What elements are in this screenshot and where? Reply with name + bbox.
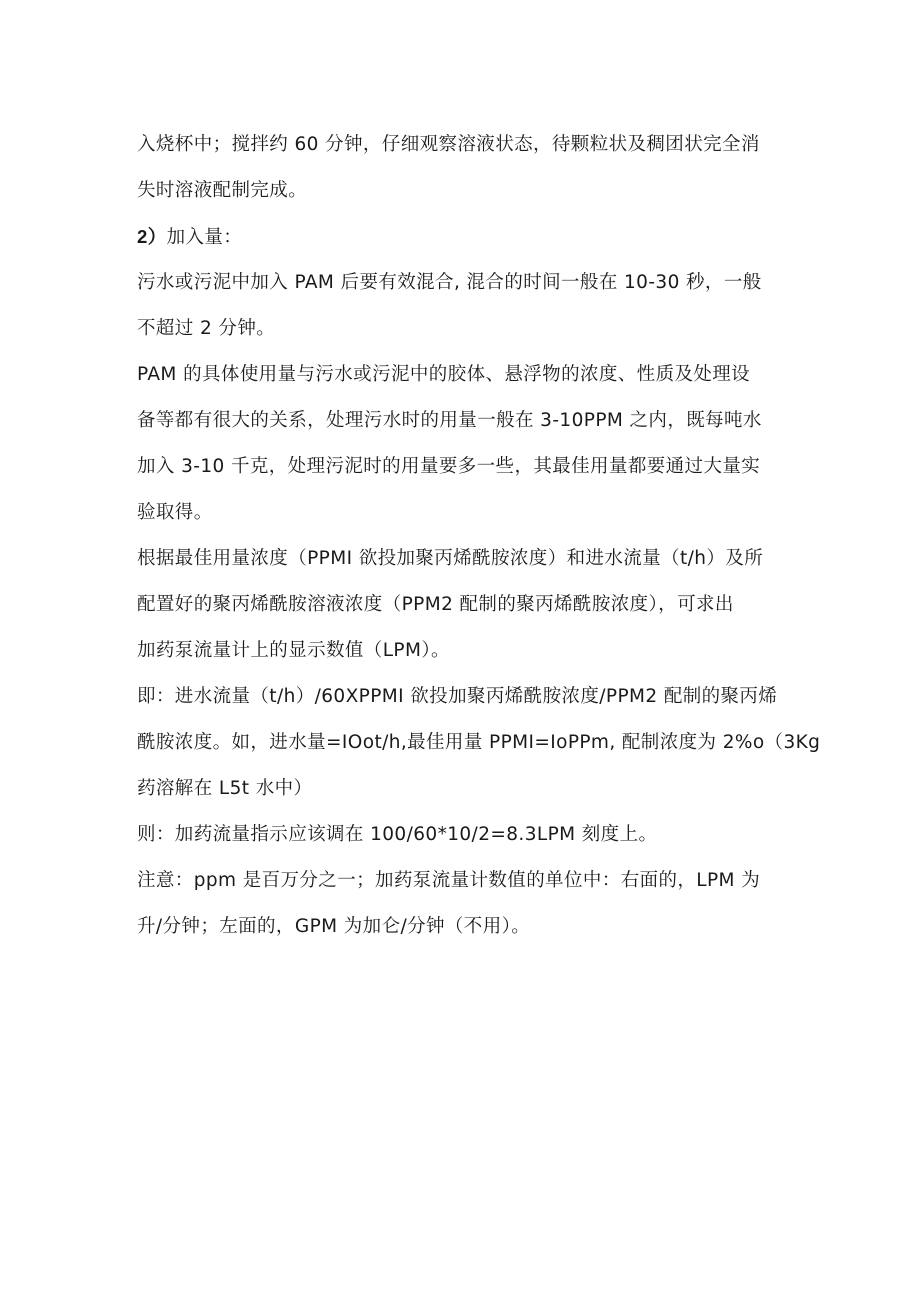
paragraph-result — [137, 812, 789, 858]
paragraph-flow-calc — [137, 536, 789, 674]
text-line: 验取得。 — [137, 502, 213, 523]
paragraph-note — [137, 858, 789, 950]
paragraph-dosage — [137, 352, 789, 536]
text-line: 不超过 2 分钟。 — [137, 318, 276, 339]
text-line: 升/分钟；左面的，GPM 为加仑/分钟（不用）。 — [137, 916, 531, 937]
text-line: 注意：ppm 是百万分之一；加药泵流量计数值的单位中：右面的，LPM 为 — [137, 870, 761, 891]
text-line: PAM 的具体使用量与污水或污泥中的胶体、悬浮物的浓度、性质及处理设 — [137, 364, 751, 385]
section-heading — [137, 214, 789, 260]
document-body — [137, 122, 821, 950]
text-line: 根据最佳用量浓度（PPMI 欲投加聚丙烯酰胺浓度）和进水流量（t/h）及所 — [137, 548, 764, 569]
paragraph-dissolving — [137, 122, 789, 214]
text-line: 酰胺浓度。如，进水量=IOot/h,最佳用量 PPMI=IoPPm, 配制浓度为 2%o（3Kg — [137, 732, 821, 753]
section-title: 加入量： — [166, 227, 243, 248]
text-line: 药溶解在 L5t 水中） — [137, 778, 313, 799]
text-line: 备等都有很大的关系，处理污水时的用量一般在 3-10PPM 之内，既每吨水 — [137, 410, 762, 431]
text-line: 配置好的聚丙烯酰胺溶液浓度（PPM2 配制的聚丙烯酰胺浓度），可求出 — [137, 594, 734, 615]
text-line: 失时溶液配制完成。 — [137, 180, 308, 201]
text-line: 则：加药流量指示应该调在 100/60*10/2=8.3LPM 刻度上。 — [137, 824, 658, 845]
text-line: 入烧杯中；搅拌约 60 分钟，仔细观察溶液状态，待颗粒状及稠团状完全消 — [137, 134, 760, 155]
text-line: 加药泵流量计上的显示数值（LPM）。 — [137, 640, 450, 661]
text-line: 即：进水流量（t/h）/60XPPMI 欲投加聚丙烯酰胺浓度/PPM2 配制的聚丙烯 — [137, 686, 778, 707]
text-line: 加入 3-10 千克，处理污泥时的用量要多一些，其最佳用量都要通过大量实 — [137, 456, 761, 477]
section-number: 2） — [137, 226, 167, 247]
paragraph-mixing — [137, 260, 789, 352]
paragraph-formula — [137, 674, 821, 812]
text-line: 污水或污泥中加入 PAM 后要有效混合, 混合的时间一般在 10-30 秒，一般 — [137, 272, 762, 293]
